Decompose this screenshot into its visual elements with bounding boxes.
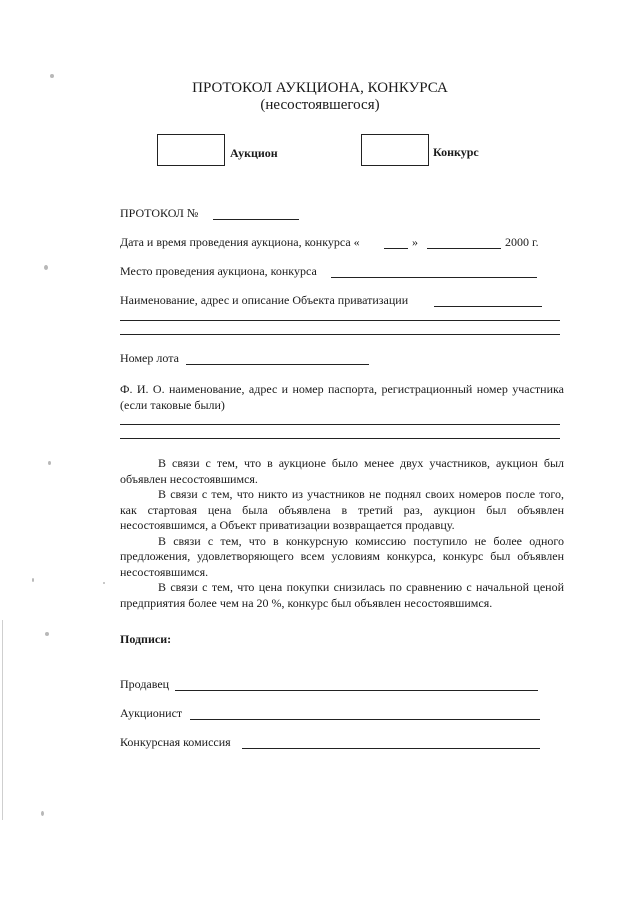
document-subtitle: (несостоявшегося)	[260, 97, 380, 113]
paragraph-3: В связи с тем, что в конкурсную комиссию поступило не более одного предложения, удовлетворяющего всем условиям конкурса, конкурс был объявлен несостоявшимся.	[120, 533, 564, 579]
paragraph-2: В связи с тем, что никто из участников не поднял своих номеров после того, как стартовая цена была объявлена в третий раз, аукцион был объявлен несостоявшимся, а Объект приватизации возвращается продавцу.	[120, 487, 564, 532]
paragraph-4: В связи с тем, что цена покупки снизилась по сравнению с начальной ценой предприятия более чем на 20 %, конкурс был объявлен несостоявшимся.	[120, 580, 564, 610]
body-paragraphs	[120, 456, 564, 611]
auctioneer-label: Аукционист	[120, 706, 183, 720]
date-label: Дата и время проведения аукциона, конкурса «	[120, 235, 360, 249]
scan-speck	[41, 811, 44, 816]
auction-checkbox[interactable]	[157, 134, 225, 166]
signatures-heading: Подписи:	[120, 632, 172, 646]
seller-signature-field[interactable]	[175, 690, 538, 691]
scan-speck	[45, 632, 49, 636]
object-label: Наименование, адрес и описание Объекта приватизации	[120, 293, 409, 307]
date-month-field[interactable]	[427, 248, 501, 249]
object-field-line-2[interactable]	[120, 320, 560, 321]
contest-checkbox[interactable]	[361, 134, 429, 166]
date-close-quote: »	[412, 235, 418, 249]
lot-field[interactable]	[186, 364, 369, 365]
scan-speck	[103, 582, 105, 584]
participant-field-line-2[interactable]	[120, 438, 560, 439]
date-year: 2000 г.	[505, 235, 539, 249]
place-field[interactable]	[331, 277, 537, 278]
scan-edge-shadow	[2, 620, 3, 820]
scan-speck	[48, 461, 51, 465]
scan-speck	[44, 265, 48, 270]
object-field-line-1[interactable]	[434, 306, 542, 307]
date-day-field[interactable]	[384, 248, 408, 249]
auctioneer-signature-field[interactable]	[190, 719, 540, 720]
document-title: ПРОТОКОЛ АУКЦИОНА, КОНКУРСА	[192, 80, 448, 96]
protocol-number-field[interactable]	[213, 219, 299, 220]
seller-label: Продавец	[120, 677, 170, 691]
protocol-number-label: ПРОТОКОЛ №	[120, 206, 199, 220]
place-label: Место проведения аукциона, конкурса	[120, 264, 317, 278]
lot-label: Номер лота	[120, 351, 179, 365]
scan-speck	[32, 578, 34, 582]
contest-checkbox-label: Конкурс	[433, 145, 479, 159]
object-field-line-3[interactable]	[120, 334, 560, 335]
participant-field-line-1[interactable]	[120, 424, 560, 425]
paragraph-1: В связи с тем, что в аукционе было менее двух участников, аукцион был объявлен несостоявшимся.	[120, 456, 564, 486]
commission-label: Конкурсная комиссия	[120, 735, 231, 749]
auction-checkbox-label: Аукцион	[230, 146, 278, 160]
scan-speck	[50, 74, 54, 78]
participant-label: Ф. И. О. наименование, адрес и номер паспорта, регистрационный номер участника (если таковые были)	[120, 382, 564, 412]
commission-signature-field[interactable]	[242, 748, 540, 749]
